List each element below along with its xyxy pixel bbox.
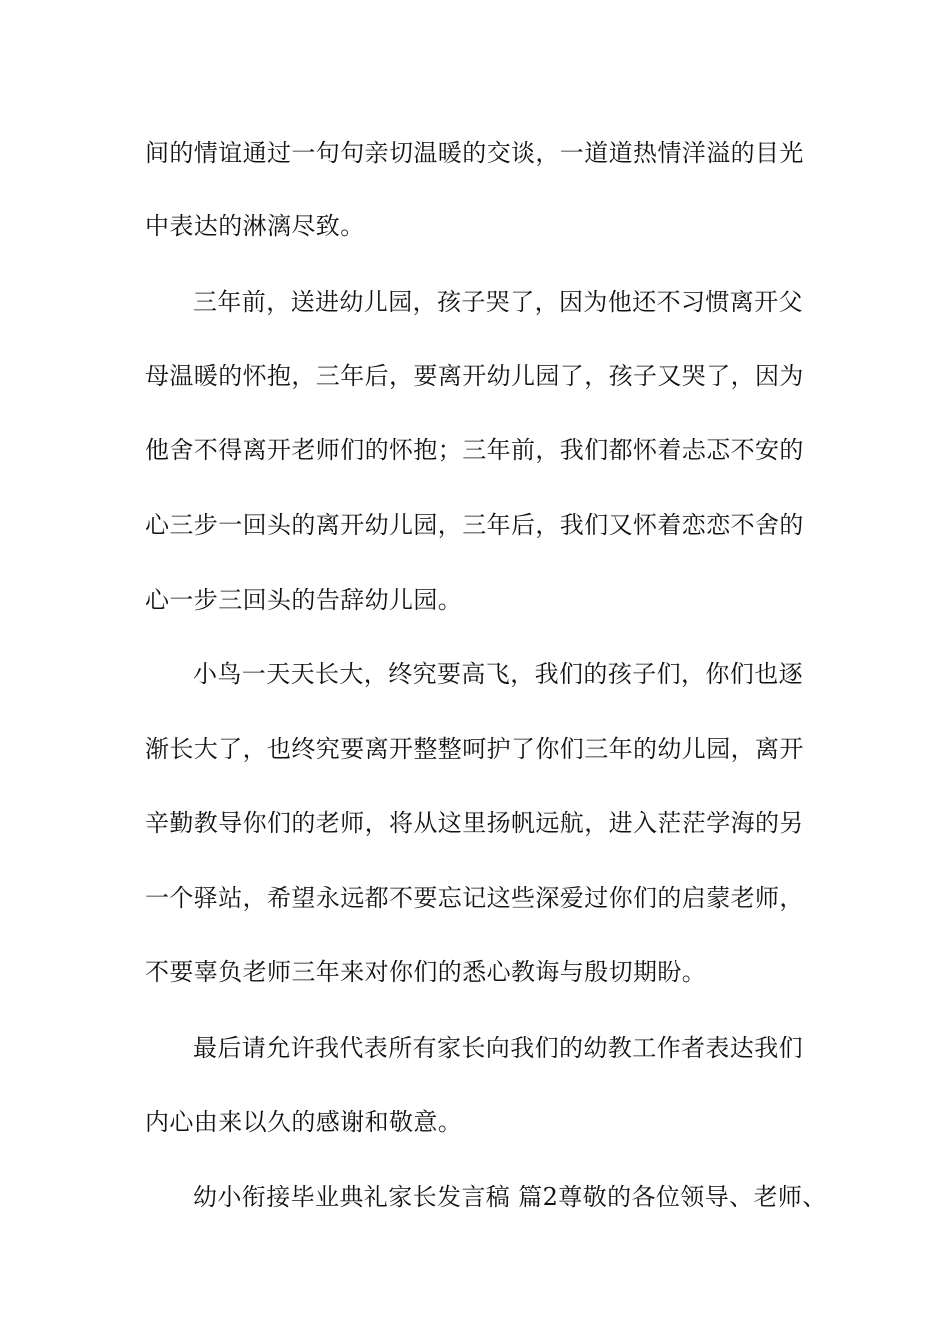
text-line: 母温暖的怀抱，三年后，要离开幼儿园了，孩子又哭了，因为: [145, 362, 804, 390]
text-line: 一个驿站，希望永远都不要忘记这些深爱过你们的启蒙老师，: [145, 884, 804, 912]
paragraph-start-line: 最后请允许我代表所有家长向我们的幼教工作者表达我们: [193, 1034, 803, 1062]
text-line: 他舍不得离开老师们的怀抱；三年前，我们都怀着忐忑不安的: [145, 436, 804, 464]
paragraph-start-line: 幼小衔接毕业典礼家长发言稿 篇2尊敬的各位领导、老师、: [193, 1183, 827, 1211]
text-line: 不要辜负老师三年来对你们的悉心教诲与殷切期盼。: [145, 958, 707, 986]
text-line: 心三步一回头的离开幼儿园，三年后，我们又怀着恋恋不舍的: [145, 511, 804, 539]
text-line: 心一步三回头的告辞幼儿园。: [145, 586, 463, 614]
text-line: 间的情谊通过一句句亲切温暖的交谈，一道道热情洋溢的目光: [145, 139, 804, 167]
paragraph-start-line: 三年前，送进幼儿园，孩子哭了，因为他还不习惯离开父: [193, 288, 803, 316]
text-line: 渐长大了，也终究要离开整整呵护了你们三年的幼儿园，离开: [145, 735, 804, 763]
text-line: 辛勤教导你们的老师，将从这里扬帆远航，进入茫茫学海的另: [145, 809, 804, 837]
paragraph-start-line: 小鸟一天天长大，终究要高飞，我们的孩子们，你们也逐: [193, 660, 803, 688]
text-line: 内心由来以久的感谢和敬意。: [145, 1108, 463, 1136]
text-line: 中表达的淋漓尽致。: [145, 212, 365, 240]
